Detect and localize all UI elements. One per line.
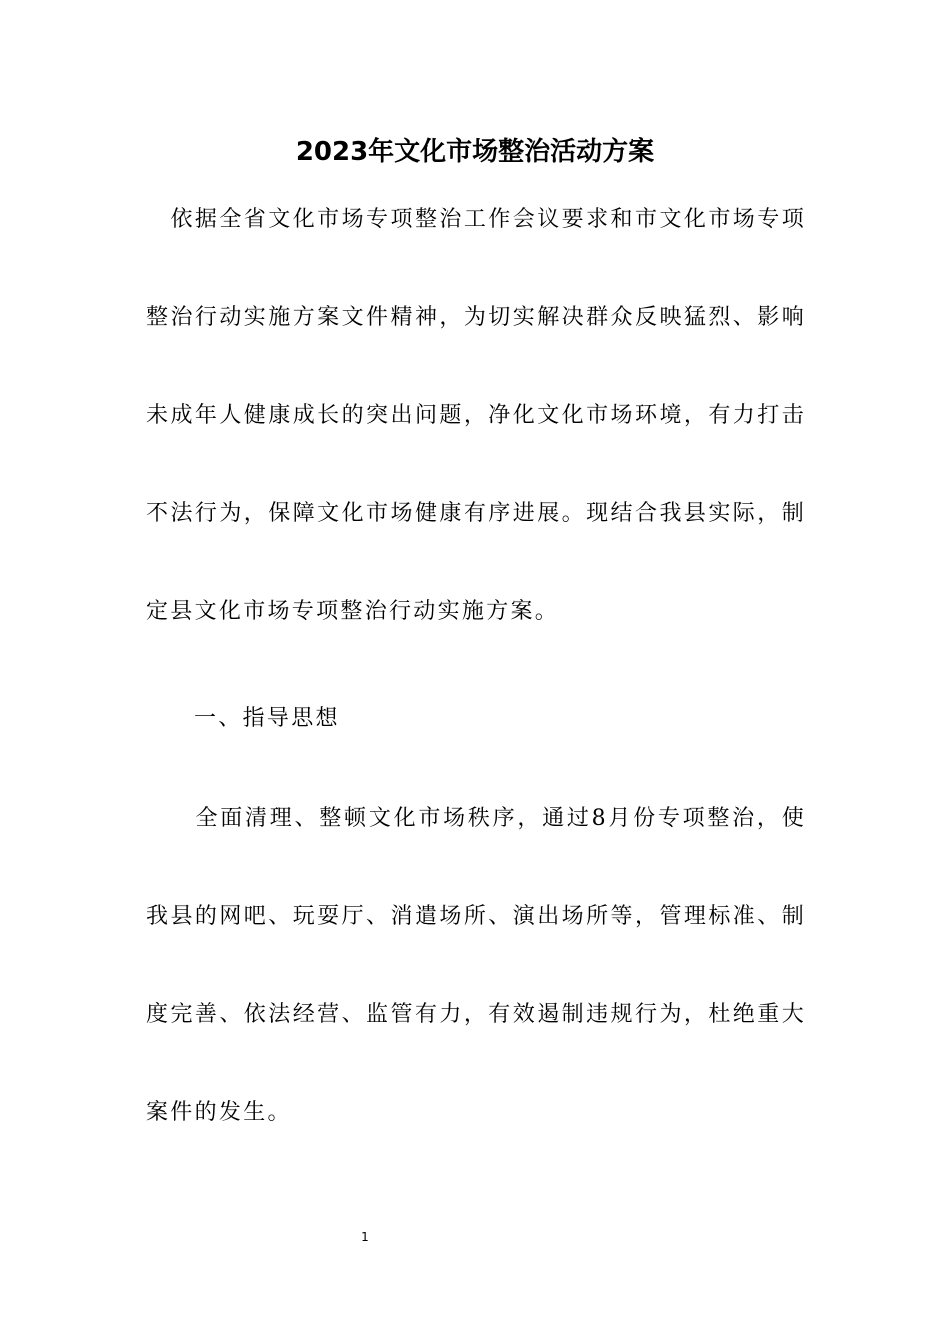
section-heading-guiding-thought: 一、指导思想: [194, 706, 340, 731]
page-number: 1: [361, 1230, 369, 1244]
intro-paragraph: 依据全省文化市场专项整治工作会议要求和市文化市场专项整治行动实施方案文件精神，为切实解决群众反映猛烈、影响未成年人健康成长的突出问题，净化文化市场环境，有力打击不法行为，保障文化市场健康有序进展。现结合我县实际，制定县文化市场专项整治行动实施方案。: [146, 207, 806, 624]
document-title: 2023年文化市场整治活动方案: [295, 137, 655, 167]
guiding-thought-paragraph: 全面清理、整顿文化市场秩序，通过8月份专项整治，使我县的网吧、玩耍厅、消遣场所、演出场所等，管理标准、制度完善、依法经营、监管有力，有效遏制违规行为，杜绝重大案件的发生。: [146, 806, 806, 1125]
